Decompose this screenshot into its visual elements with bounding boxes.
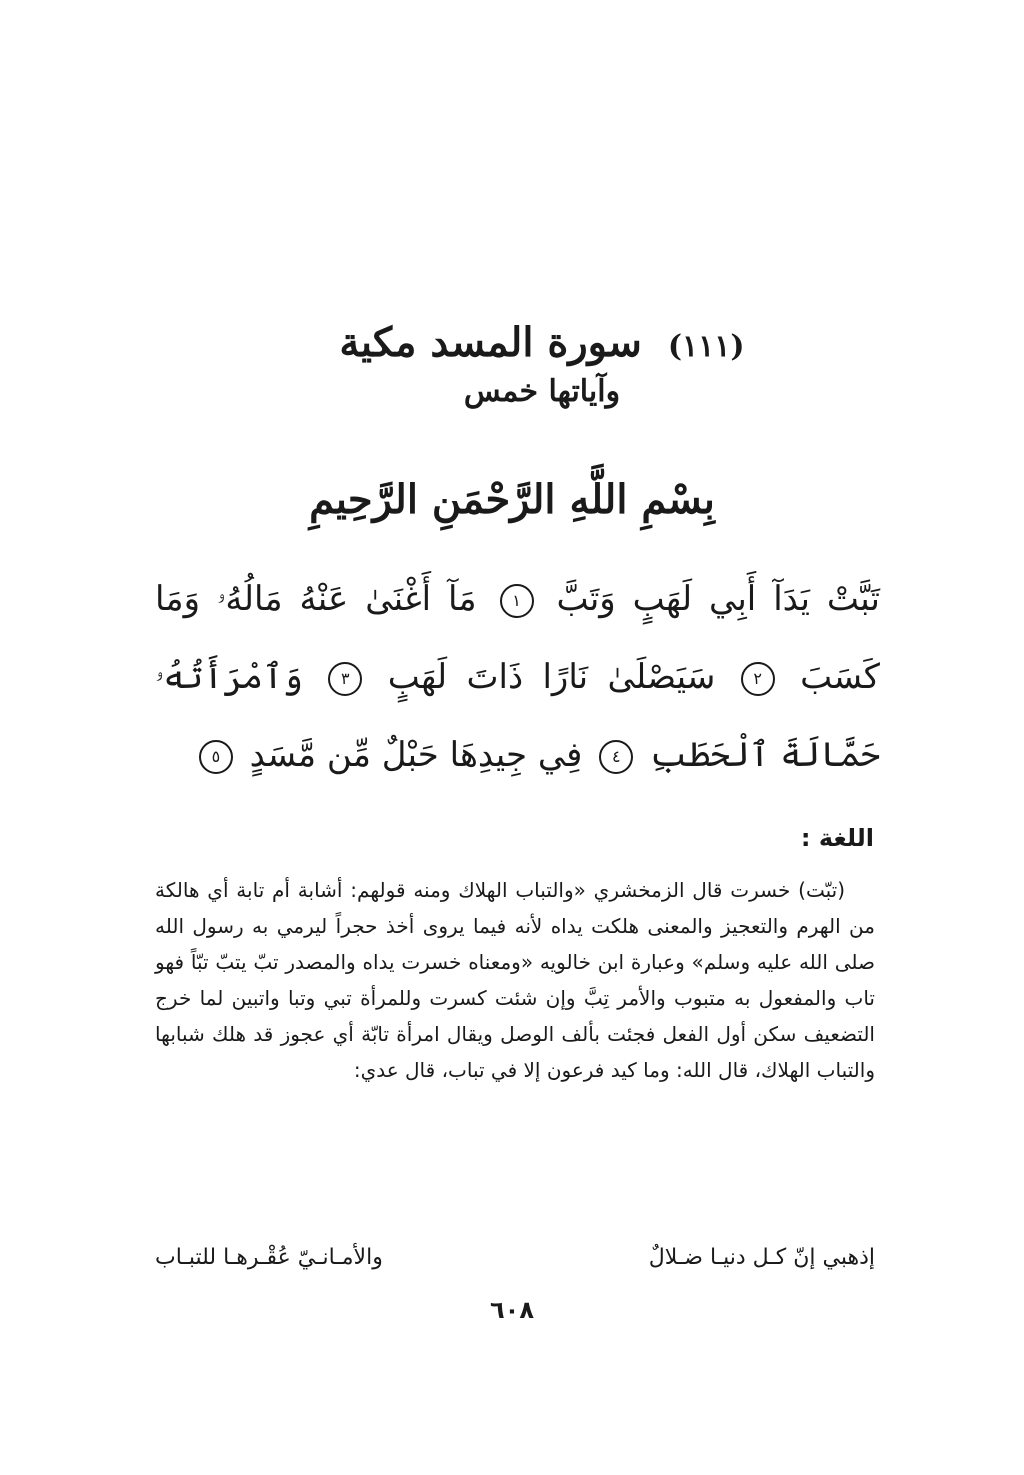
ayah-number-marker: ٤ xyxy=(599,740,633,774)
commentary-text xyxy=(155,872,875,1088)
ayah-text: وَٱمْرَأَتُهُۥ حَمَّالَةَ ٱلْحَطَبِ xyxy=(155,657,880,775)
ayah-number-marker: ٥ xyxy=(199,740,233,774)
surah-title-line xyxy=(60,318,1024,372)
surah-header xyxy=(0,318,1024,412)
ayah-number-marker: ٣ xyxy=(328,662,362,696)
page-number: ٦٠٨ xyxy=(490,1296,534,1324)
ayah-text: سَيَصْلَىٰ نَارًا ذَاتَ لَهَبٍ xyxy=(387,657,716,697)
poem-first-hemistich: إذهبي إنّ كـل دنيـا ضـلالٌ xyxy=(648,1245,875,1270)
poem-second-hemistich: والأمـانـيّ عُقْـرهـا للتبـاب xyxy=(155,1245,383,1270)
poem-verse xyxy=(155,1238,875,1278)
ayah-number-marker: ١ xyxy=(500,584,534,618)
basmala: بِسْمِ اللَّهِ الرَّحْمَنِ الرَّحِيمِ xyxy=(309,476,715,523)
surah-number: (١١١) xyxy=(667,329,745,364)
verse-count: وآياتها خمس xyxy=(463,374,621,409)
ayah-number-marker: ٢ xyxy=(741,662,775,696)
quran-verses xyxy=(155,560,880,794)
surah-title: سورة المسد مكية xyxy=(339,319,642,366)
section-heading: اللغة : xyxy=(800,824,874,852)
ayah-text: تَبَّتْ يَدَآ أَبِي لَهَبٍ وَتَبَّ xyxy=(556,579,880,619)
ayah-text: فِي جِيدِهَا حَبْلٌ مِّن مَّسَدٍ xyxy=(249,735,583,775)
commentary-paragraph: (تبّت) خسرت قال الزمخشري «والتباب الهلاك ومنه قولهم: أشابة أم تابة أي هالكة من الهرم والتعجيز والمعنى هلكت يداه لأنه فيما يروى أخذ حجراً ليرمي به رسول الله صلى الله عليه وسلم» وعبارة ابن خالويه «ومعناه خسرت يداه والمصدر تبّ يتبّ تبّاً فهو تاب والمفعول به متبوب والأمر تِبَّ وإن شئت كسرت وللمرأة تبي وتبا واتبين لما خرج التضعيف سكن أول الفعل فجئت بألف الوصل ويقال امرأة تابّة أي عجوز قد هلك شبابها والتباب الهلاك، قال الله: وما كيد فرعون إلا في تباب، قال عدي: xyxy=(155,878,875,1082)
ayah-text: مَآ أَغْنَىٰ عَنْهُ مَالُهُۥ وَمَا كَسَبَ xyxy=(155,579,880,697)
